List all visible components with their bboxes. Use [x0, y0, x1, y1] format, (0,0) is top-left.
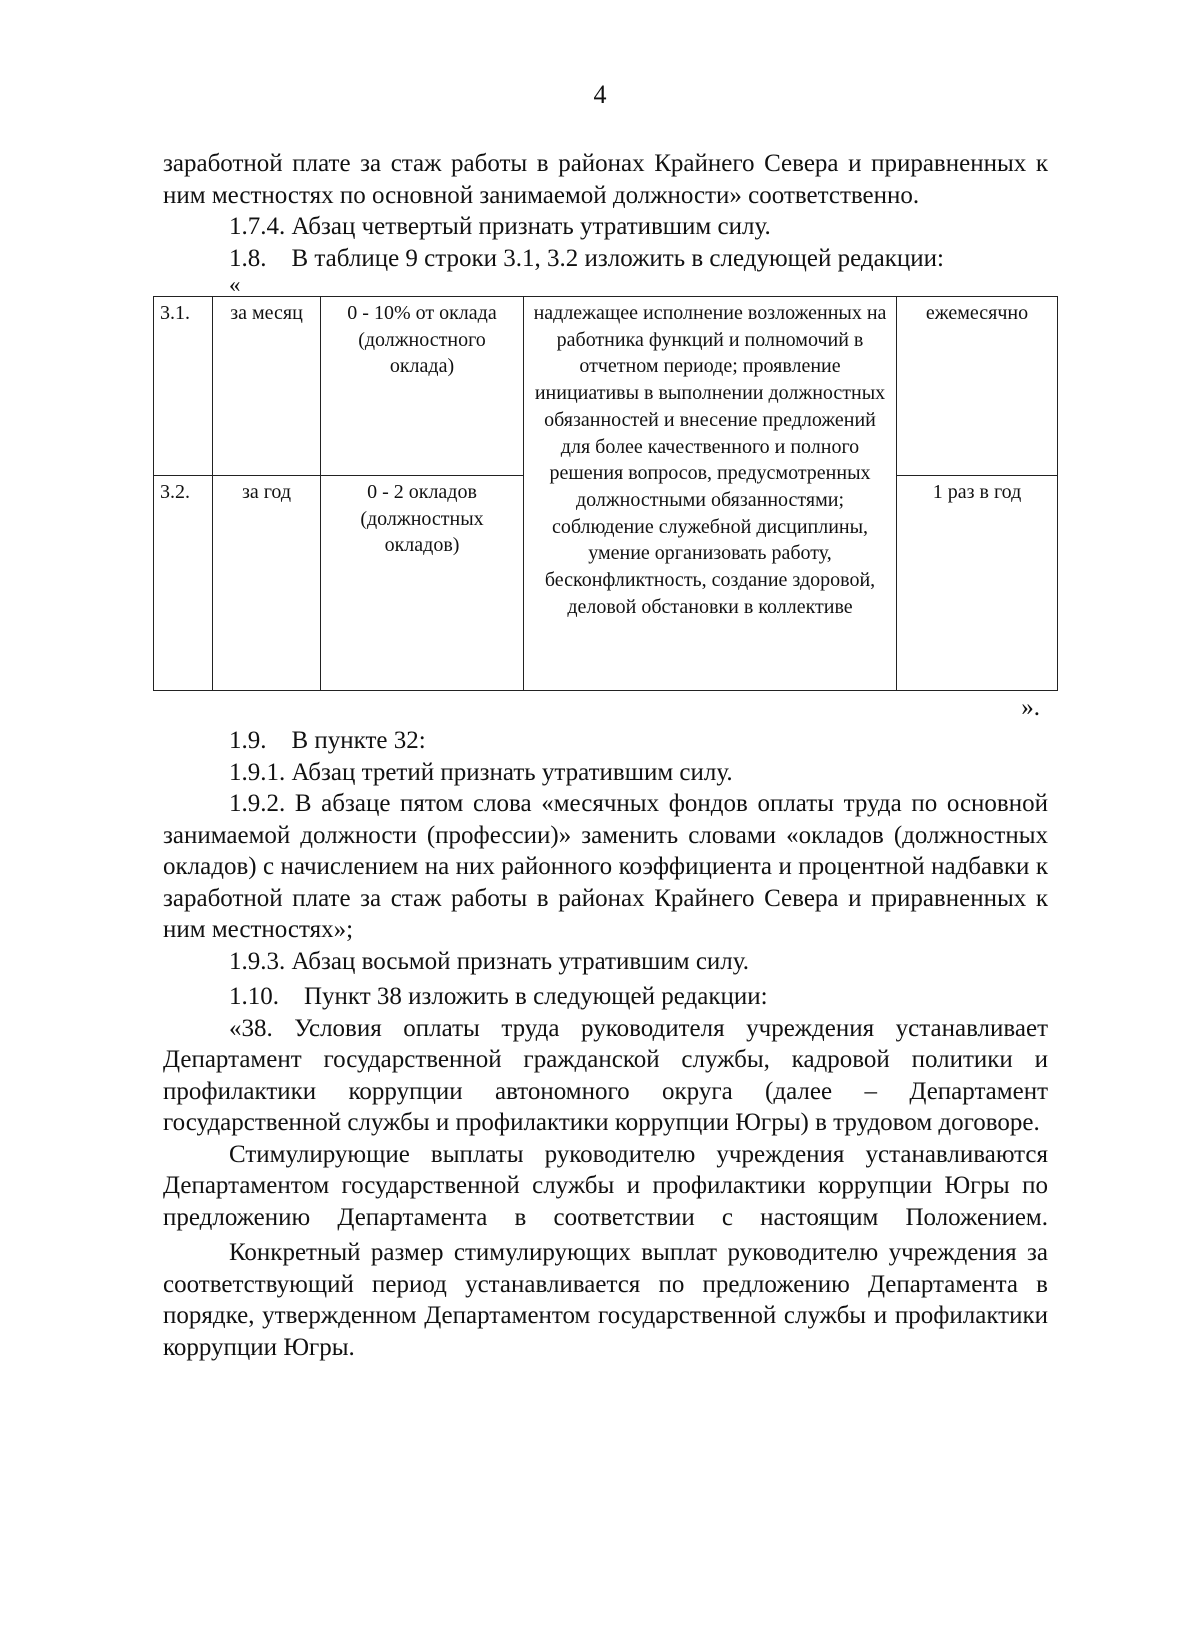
frequency-cell: 1 раз в год	[897, 476, 1058, 691]
page-number: 4	[593, 80, 607, 109]
paragraph-specific-amount: Конкретный размер стимулирующих выплат руководителю учреждения за соответствующий период устанавливается по предложению Департамента в порядке, утвержденном Департаментом государственной службы и профилактики коррупции Югры.	[163, 1239, 1048, 1361]
paragraph-1-9-2: 1.9.2. В абзаце пятом слова «месячных фондов оплаты труда по основной занимаемой должности (профессии)» заменить словами «окладов (должностных окладов) с начислением на них районного коэффициента и процентной надбавки к заработной плате за стаж работы в районах Крайнего Севера и приравненных к ним местностях»;	[163, 790, 1048, 943]
amount-cell: 0 - 2 окладов (должностных окладов)	[321, 476, 524, 691]
paragraph-1-9: 1.9. В пункте 32:	[229, 727, 426, 754]
document-body	[160, 148, 1048, 1363]
paragraph-incentives: Стимулирующие выплаты руководителю учреждения устанавливаются Департаментом государственной службы и профилактики коррупции Югры по предложению Департамента в соответствии с настоящим Положением.	[163, 1140, 1048, 1231]
table-close-quote: ».	[1021, 694, 1040, 721]
paragraph-1-7-4: 1.7.4. Абзац четвертый признать утратившим силу.	[229, 213, 771, 240]
frequency-cell: ежемесячно	[897, 297, 1058, 476]
paragraph-1-9-1: 1.9.1. Абзац третий признать утратившим силу.	[229, 758, 733, 786]
paragraph-continuation: заработной плате за стаж работы в районах Крайнего Севера и приравненных к ним местностях по основной занимаемой должности» соответственно.	[163, 150, 1048, 209]
paragraph-1-8: 1.8. В таблице 9 строки 3.1, 3.2 изложить в следующей редакции:	[229, 244, 944, 272]
paragraph-1-9-3: 1.9.3. Абзац восьмой признать утратившим силу.	[229, 947, 750, 975]
criteria-cell: надлежащее исполнение возложенных на работника функций и полномочий в отчетном периоде; проявление инициативы в выполнении должностных обязанностей и внесение предложений для более качественного и полного решения вопросов, предусмотренных должностными обязанностями; соблюдение служебной дисциплины, умение организовать работу, бесконфликтность, создание здоровой, деловой обстановки в коллективе	[524, 297, 897, 691]
paragraph-1-10: 1.10. Пункт 38 изложить в следующей редакции:	[229, 983, 768, 1010]
bonus-table	[153, 296, 1058, 691]
row-number-cell: 3.1.	[154, 297, 213, 476]
period-cell: за месяц	[213, 297, 321, 476]
period-cell: за год	[213, 476, 321, 691]
table-row	[154, 297, 1058, 476]
table-open-quote: «	[229, 272, 241, 297]
row-number-cell: 3.2.	[154, 476, 213, 691]
paragraph-38: «38. Условия оплаты труда руководителя учреждения устанавливает Департамент государственной гражданской службы, кадровой политики и профилактики коррупции автономного округа (далее – Департамент государственной службы и профилактики коррупции Югры) в трудовом договоре.	[163, 1014, 1048, 1136]
amount-cell: 0 - 10% от оклада (должностного оклада)	[321, 297, 524, 476]
